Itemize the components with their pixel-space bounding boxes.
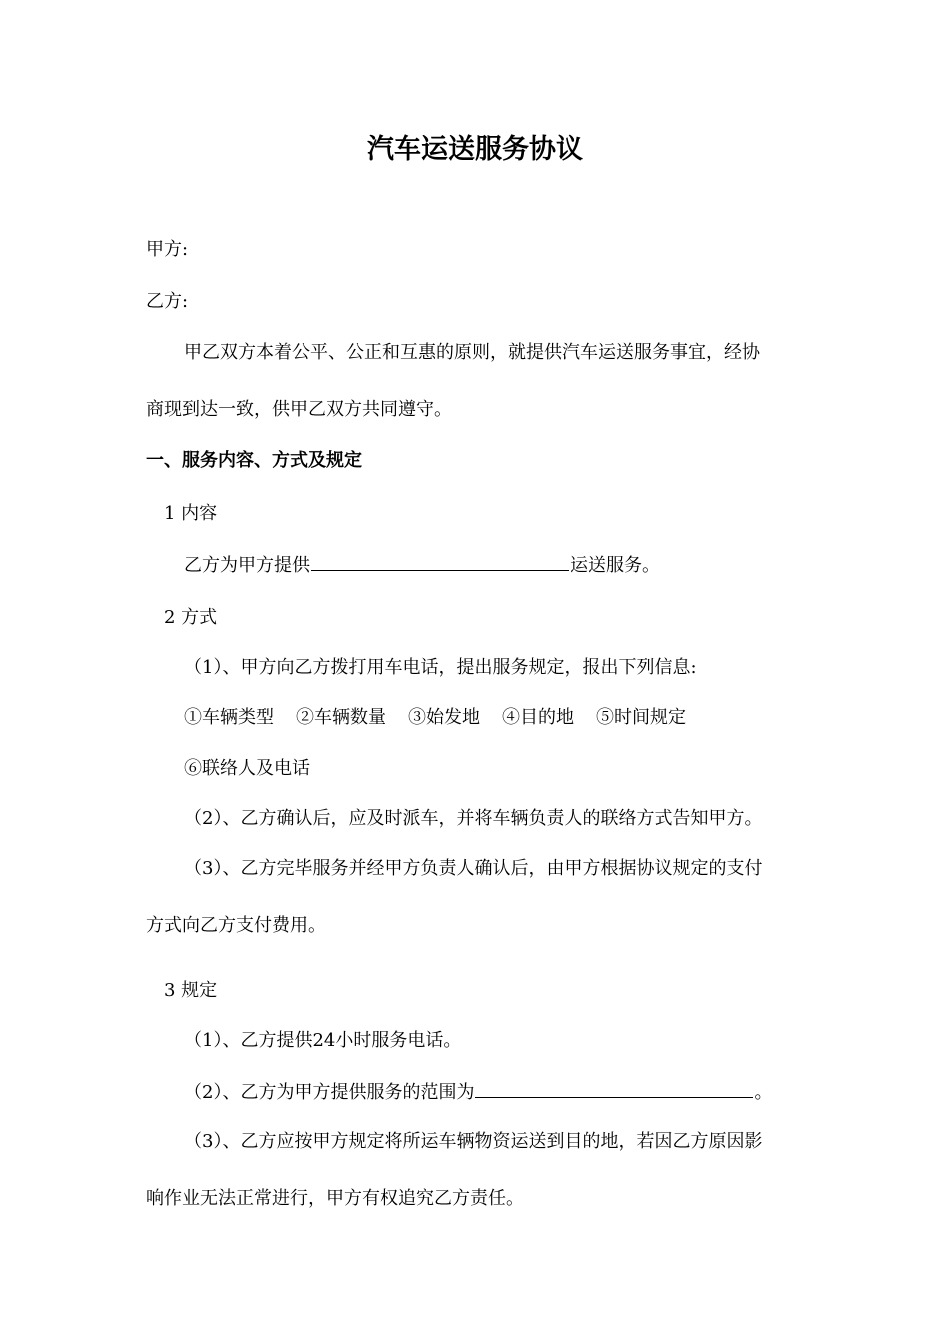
section-1-heading: 一、服务内容、方式及规定 — [146, 450, 362, 471]
method-item-1: （1）、甲方向乙方拨打用车电话，提出服务规定，报出下列信息: — [184, 657, 697, 678]
rule-2-suffix: 。 — [754, 1082, 773, 1103]
subsection-rules-heading: 3 规定 — [164, 980, 218, 1001]
content-prefix: 乙方为甲方提供 — [184, 555, 310, 576]
intro-line-1: 甲乙双方本着公平、公正和互惠的原则，就提供汽车运送服务事宜，经协 — [184, 342, 760, 363]
subsection-content-heading: 1 内容 — [164, 503, 218, 524]
info-item-vehicle-type: ①车辆类型 — [184, 707, 274, 728]
subsection-method-heading: 2 方式 — [164, 607, 218, 628]
rule-item-1: （1）、乙方提供24小时服务电话。 — [184, 1030, 462, 1051]
method-item-2: （2）、乙方确认后，应及时派车，并将车辆负责人的联络方式告知甲方。 — [184, 808, 763, 829]
service-scope-blank[interactable] — [475, 1079, 753, 1098]
method-item-3-line-2: 方式向乙方支付费用。 — [146, 915, 326, 936]
rule-item-3-line-1: （3）、乙方应按甲方规定将所运车辆物资运送到目的地，若因乙方原因影 — [184, 1131, 763, 1152]
content-suffix: 运送服务。 — [570, 555, 660, 576]
party-a-label: 甲方: — [146, 239, 189, 260]
method-item-3-line-1: （3）、乙方完毕服务并经甲方负责人确认后，由甲方根据协议规定的支付 — [184, 858, 763, 879]
content-clause — [184, 552, 660, 578]
intro-line-2: 商现到达一致，供甲乙双方共同遵守。 — [146, 399, 452, 420]
info-item-time: ⑤时间规定 — [596, 707, 686, 728]
rule-item-3-line-2: 响作业无法正常进行，甲方有权追究乙方责任。 — [146, 1188, 524, 1209]
info-item-vehicle-count: ②车辆数量 — [296, 707, 386, 728]
info-items-row — [184, 706, 708, 730]
party-b-label: 乙方: — [146, 291, 189, 312]
page-title: 汽车运送服务协议 — [367, 134, 583, 165]
rule-item-2 — [184, 1079, 772, 1105]
service-type-blank[interactable] — [311, 552, 569, 571]
info-item-contact: ⑥联络人及电话 — [184, 758, 310, 779]
info-item-destination: ④目的地 — [502, 707, 574, 728]
rule-2-prefix: （2）、乙方为甲方提供服务的范围为 — [184, 1082, 475, 1103]
info-item-origin: ③始发地 — [408, 707, 480, 728]
